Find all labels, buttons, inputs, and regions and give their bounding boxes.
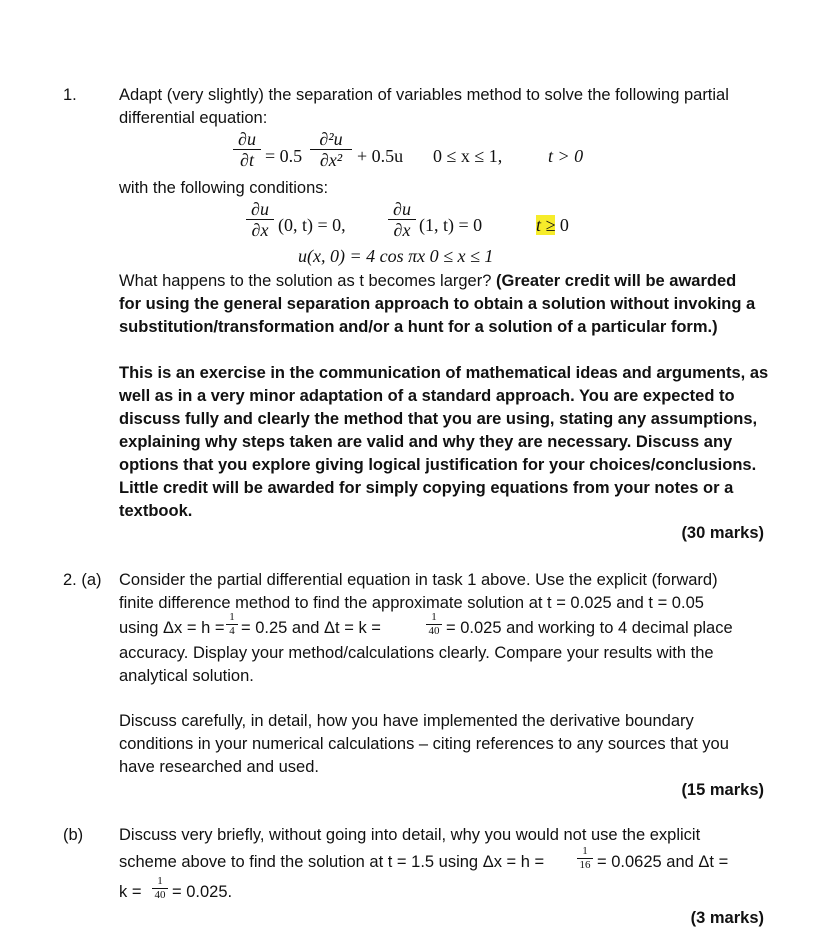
q2b-line-2a: scheme above to find the solution at t = 1.5 using Δx = h = — [119, 853, 545, 871]
q1-marks: (30 marks) — [681, 524, 764, 542]
q1-question-line-3: substitution/transformation and/or a hunt for a solution of a particular form.) — [119, 318, 718, 336]
pde-lhs-numerator: ∂u — [238, 129, 256, 149]
q1-para-line: This is an exercise in the communication of mathematical ideas and arguments, as — [119, 364, 769, 382]
q2a-frac-fortieth-num: 1 — [431, 611, 437, 623]
q2a-line-2: finite difference method to find the approximate solution at t = 0.025 and t = 0.05 — [119, 594, 704, 612]
q1-para-line: Little credit will be awarded for simply copying equations from your notes or a — [119, 479, 734, 497]
q2b-frac-fortieth-num: 1 — [157, 875, 163, 887]
q2a-frac-quarter — [226, 612, 238, 637]
q1-question-line-1 — [119, 270, 736, 293]
bc-right: (1, t) = 0 — [419, 215, 483, 235]
question-1-number: 1. — [63, 86, 77, 104]
pde-lhs-denominator: ∂t — [240, 150, 254, 170]
q2b-frac-fortieth — [152, 876, 168, 901]
bc-time — [536, 215, 569, 235]
bc-time-highlight — [536, 215, 555, 235]
q2b-frac-sixteenth-den: 16 — [579, 859, 591, 871]
q1-question-bold: (Greater credit will be awarded — [495, 272, 737, 290]
q2a-para-line: Discuss carefully, in detail, how you have implemented the derivative boundary — [119, 712, 694, 730]
question-2a-number: 2. (a) — [63, 571, 102, 589]
q1-para-line: options that you explore giving logical justification for your choices/conclusions. — [119, 456, 757, 474]
q2a-line-5: analytical solution. — [119, 667, 254, 685]
q2a-frac-quarter-den: 4 — [229, 625, 235, 637]
pde-tail: + 0.5u — [357, 146, 404, 166]
q2a-line-4: accuracy. Display your method/calculations clearly. Compare your results with the — [119, 644, 714, 662]
q2b-line-3b: = 0.025. — [172, 883, 233, 901]
bc-left-numerator: ∂u — [251, 199, 269, 219]
pde-rhs-numerator: ∂²u — [319, 129, 343, 149]
q2a-frac-fortieth-den: 40 — [428, 625, 440, 637]
bc-right-denominator: ∂x — [393, 220, 411, 240]
q2a-frac-quarter-num: 1 — [229, 611, 235, 623]
q1-para-line: discuss fully and clearly the method that you are using, stating any assumptions, — [119, 410, 758, 428]
q2b-marks: (3 marks) — [690, 909, 764, 927]
pde-domain: 0 ≤ x ≤ 1, — [433, 146, 503, 166]
bc-left: (0, t) = 0, — [278, 215, 346, 235]
q1-para-line: explaining why steps taken are valid and why they are necessary. Discuss any — [119, 433, 733, 451]
conditions-label: with the following conditions: — [119, 179, 329, 197]
q2b-frac-sixteenth-num: 1 — [582, 845, 588, 857]
bc-right-numerator: ∂u — [393, 199, 411, 219]
initial-condition: u(x, 0) = 4 cos πx 0 ≤ x ≤ 1 — [298, 246, 494, 266]
q1-para-line: well as in a very minor adaptation of a standard approach. You are expected to — [119, 387, 735, 405]
q2a-line-3b: = 0.25 and Δt = k = — [241, 619, 381, 637]
pde-rhs-denominator: ∂x² — [319, 150, 343, 170]
question-2b-number: (b) — [63, 826, 84, 844]
bc-left-denominator: ∂x — [251, 220, 269, 240]
q2a-para-line: conditions in your numerical calculations – citing references to any sources that you — [119, 735, 729, 753]
q2a-marks: (15 marks) — [681, 781, 764, 799]
q2b-frac-fortieth-den: 40 — [154, 889, 166, 901]
q2a-frac-fortieth — [426, 612, 442, 637]
pde-time: t > 0 — [548, 146, 584, 166]
q2b-line-1: Discuss very briefly, without going into detail, why you would not use the explicit — [119, 826, 701, 844]
q2b-line-2b: = 0.0625 and Δt = — [597, 853, 729, 871]
q2a-para-line: have researched and used. — [119, 758, 319, 776]
q1-intro-line-1: Adapt (very slightly) the separation of variables method to solve the following partial — [119, 86, 729, 104]
q2b-frac-sixteenth — [577, 846, 593, 871]
bc-time-zero: 0 — [559, 215, 569, 235]
q1-question-plain: What happens to the solution as t becomes larger? — [119, 272, 492, 290]
pde-equals: = 0.5 — [265, 146, 303, 166]
q1-question-line-2: for using the general separation approach to obtain a solution without invoking a — [119, 295, 756, 313]
q1-para-line: textbook. — [119, 502, 193, 520]
q2b-line-3a: k = — [119, 883, 142, 901]
q2a-line-3a: using Δx = h = — [119, 619, 225, 637]
q1-intro-line-2: differential equation: — [119, 109, 268, 127]
q2a-line-1: Consider the partial differential equation in task 1 above. Use the explicit (forward) — [119, 571, 718, 589]
q2a-line-3c: = 0.025 and working to 4 decimal place — [446, 619, 733, 637]
bc-time-text: t ≥ — [536, 215, 556, 235]
